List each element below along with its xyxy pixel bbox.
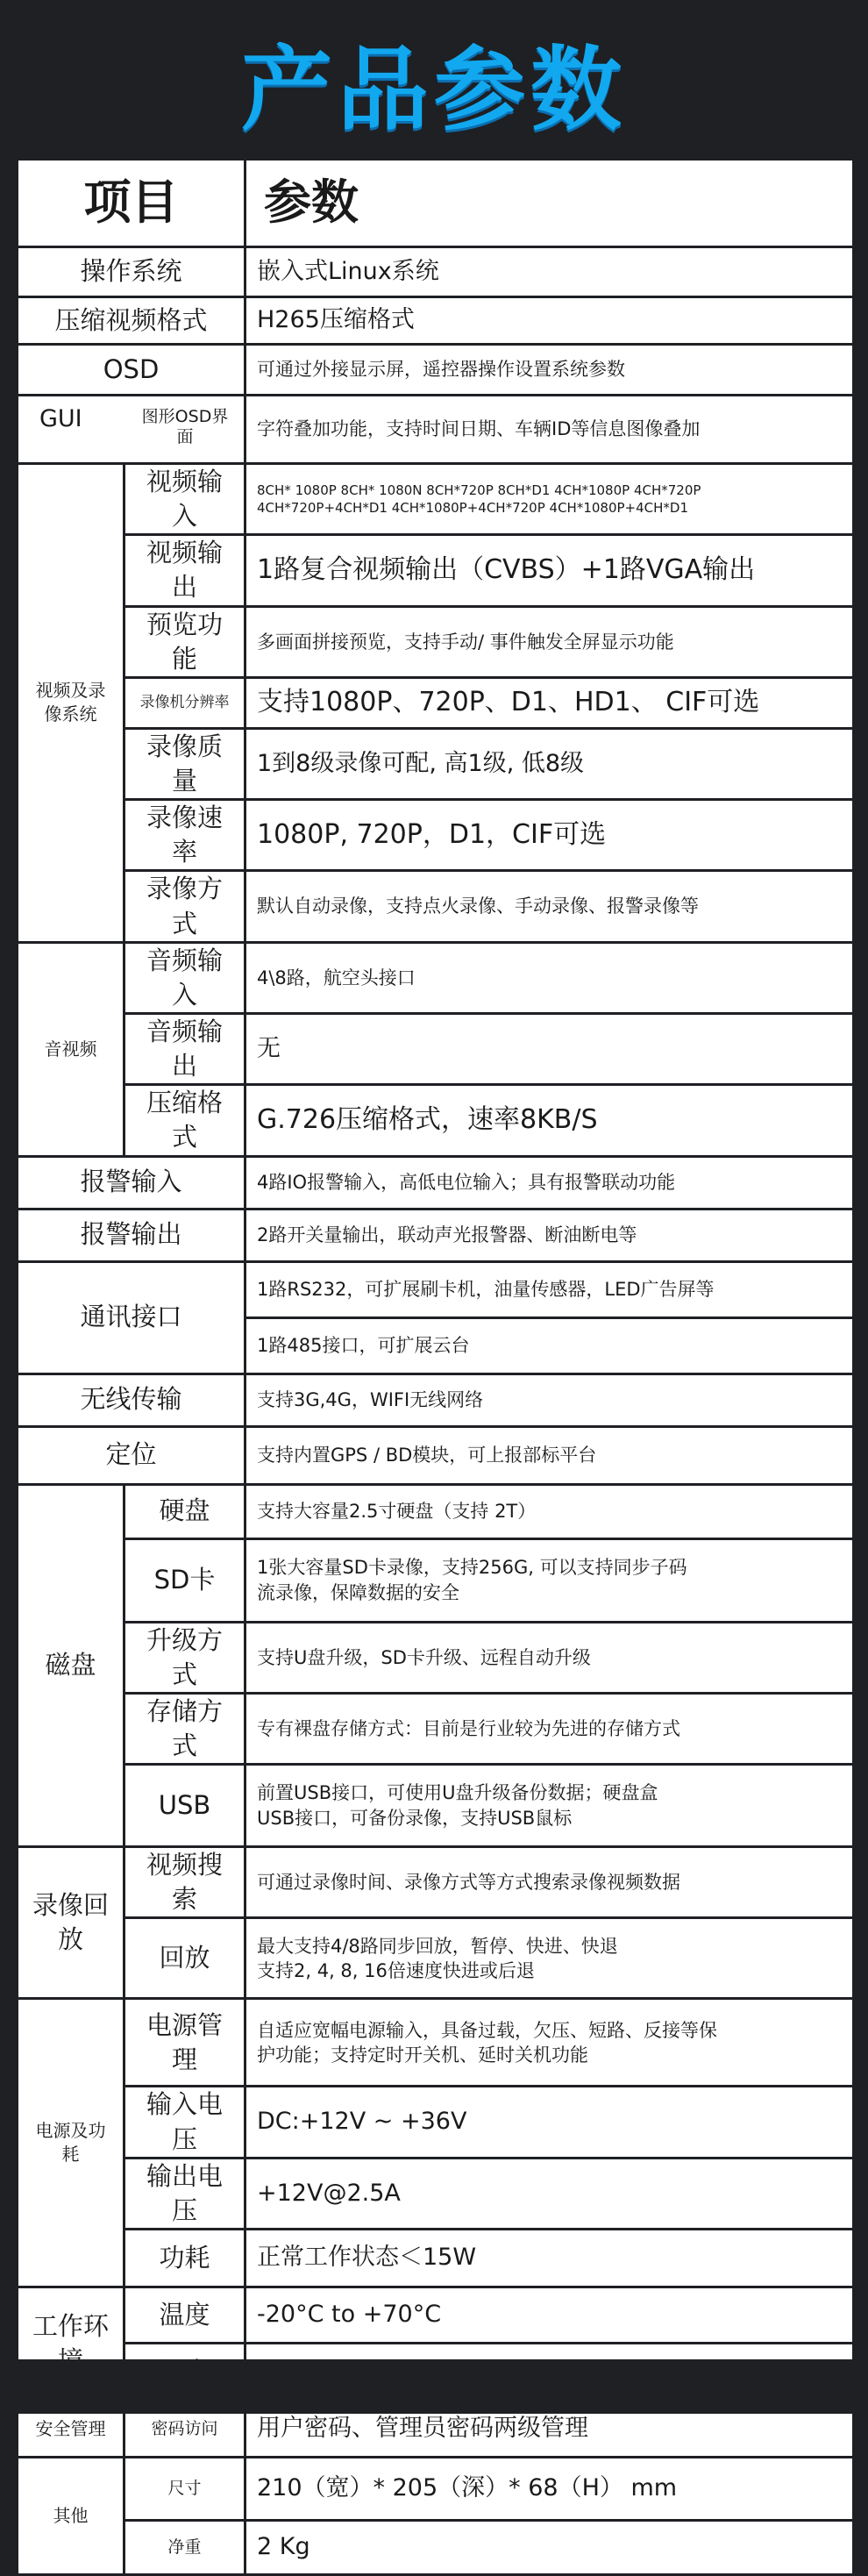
comm-label: 通讯接口 [18,1261,245,1374]
table-row [18,1765,854,1847]
alarm-in-value: 4路IO报警输入，高低电位输入；具有报警联动功能 [245,1156,854,1209]
video-value: 1080P, 720P，D1，CIF可选 [245,800,854,871]
gui-value: 字符叠加功能，支持时间日期、车辆ID等信息图像叠加 [245,396,854,464]
table-row [18,606,854,677]
table-row [18,728,854,799]
video-value: 支持1080P、720P、D1、HD1、 CIF可选 [245,677,854,728]
page-title: 产品参数 [240,35,627,143]
disk-value-line: 前置USB接口，可使用U盘升级备份数据；硬盘盒 [257,1782,658,1804]
power-sub-label: 电源管理 [125,1999,245,2087]
table-row [18,396,854,464]
table-row [18,800,854,871]
disk-sub-label: 升级方式 [125,1622,245,1693]
table-row [18,1085,854,1156]
video-sub-label: 视频输入 [125,464,245,535]
table-row [18,1156,854,1209]
video-category: 视频及录像系统 [18,464,125,943]
disk-sub-label: SD卡 [125,1538,245,1622]
video-value: 多画面拼接预览，支持手动/ 事件触发全屏显示功能 [245,606,854,677]
os-value: 嵌入式Linux系统 [245,247,854,297]
playback-value-line: 支持2, 4, 8, 16倍速度快进或后退 [257,1959,535,1981]
video-input-value [245,464,854,535]
video-sub-label: 录像质量 [125,728,245,799]
audio-sub-label: 压缩格式 [125,1085,245,1156]
video-sub-label: 录像机分辨率 [125,677,245,728]
table-row [18,871,854,942]
gui-label: GUI [39,405,82,432]
table-row [18,1999,854,2087]
header-item: 项目 [18,160,245,247]
playback-value: 可通过录像时间、录像方式等方式搜索录像视频数据 [245,1847,854,1918]
comm-value: 1路485接口，可扩展云台 [245,1317,854,1374]
table-row [18,1209,854,1261]
power-value: 正常工作状态＜15W [245,2229,854,2287]
wireless-label: 无线传输 [18,1374,245,1426]
audio-value: 4\8路，航空头接口 [245,942,854,1013]
power-value: +12V@2.5A [245,2158,854,2229]
audio-value: 无 [245,1013,854,1084]
video-input-line: 4CH*720P+4CH*D1 4CH*1080P+4CH*720P 4CH*1080P+4CH*D1 [257,500,688,517]
video-sub-label: 视频输出 [125,535,245,606]
playback-value [245,1918,854,1999]
osd-label: OSD [18,345,245,396]
gui-cell [18,396,245,464]
table-row [18,942,854,1013]
disk-sub-label: 存储方式 [125,1693,245,1764]
wireless-value: 支持3G,4G，WIFI无线网络 [245,1374,854,1426]
disk-value-line: 流录像，保障数据的安全 [257,1581,459,1603]
table-row [18,1693,854,1764]
table-row [18,1847,854,1918]
disk-value [245,1765,854,1847]
video-sub-label: 预览功能 [125,606,245,677]
gui-sub-label: 图形OSD界面 [141,407,229,446]
video-sub-label: 录像方式 [125,871,245,942]
video-input-line: 8CH* 1080P 8CH* 1080N 8CH*720P 8CH*D1 4CH*1080P 4CH*720P [257,482,701,498]
security-value: 用户密码、管理员密码两级管理 [245,2401,854,2457]
video-value: 1路复合视频输出（CVBS）+1路VGA输出 [245,535,854,606]
disk-value: 支持大容量2.5寸硬盘（支持 2T） [245,1484,854,1538]
table-row [18,1484,854,1538]
disk-category: 磁盘 [18,1484,125,1847]
table-row [18,535,854,606]
comm-value: 1路RS232，可扩展刷卡机，油量传感器，LED广告屏等 [245,1261,854,1317]
disk-sub-label: 硬盘 [125,1484,245,1538]
table-row [18,1622,854,1693]
disk-value [245,1538,854,1622]
disk-value: 支持U盘升级，SD卡升级、远程自动升级 [245,1622,854,1693]
compress-value: H265压缩格式 [245,297,854,345]
title-band [0,0,868,162]
env-category: 工作环 [18,2287,125,2401]
table-row [18,2457,854,2520]
power-category: 电源及功耗 [18,1999,125,2287]
other-category: 其他 [18,2457,125,2574]
power-value [245,1999,854,2087]
disk-value-line: USB接口，可备份录像，支持USB鼠标 [257,1807,573,1829]
os-label: 操作系统 [18,247,245,297]
env-value: -20°C to +70°C [245,2287,854,2343]
power-value-line: 护功能；支持定时开关机、延时关机功能 [257,2044,588,2066]
table-row [18,1013,854,1084]
audio-value: G.726压缩格式，速率8KB/S [245,1085,854,1156]
table-header-row [18,160,854,247]
playback-sub-label: 视频搜索 [125,1847,245,1918]
table-row [18,1918,854,1999]
video-sub-label: 录像速率 [125,800,245,871]
playback-category: 录像回放 [18,1847,125,1999]
header-param: 参数 [245,160,854,247]
env-sub-label: 温度 [125,2287,245,2343]
alarm-out-value: 2路开关量输出，联动声光报警器、断油断电等 [245,1209,854,1261]
table-row [18,1426,854,1484]
video-value: 默认自动录像，支持点火录像、手动录像、报警录像等 [245,871,854,942]
other-value: 2 Kg [245,2520,854,2574]
table-row [18,297,854,345]
alarm-out-label: 报警输出 [18,1209,245,1261]
table-row [18,464,854,535]
table-row [18,2520,854,2574]
disk-value: 专有裸盘存储方式：目前是行业较为先进的存储方式 [245,1693,854,1764]
osd-value: 可通过外接显示屏，遥控器操作设置系统参数 [245,345,854,396]
table-row [18,345,854,396]
security-label: 安全管理 [18,2401,125,2457]
audio-category: 音视频 [18,942,125,1156]
table-row [18,1374,854,1426]
security-sub-label: 密码访问 [125,2401,245,2457]
table-row [18,2287,854,2343]
table-row [18,1538,854,1622]
power-sub-label: 输出电压 [125,2158,245,2229]
other-value: 210（宽）* 205（深）* 68（H） mm [245,2457,854,2520]
table-row [18,2087,854,2158]
power-sub-label: 功耗 [125,2229,245,2287]
table-row [18,677,854,728]
other-sub-label: 尺寸 [125,2457,245,2520]
alarm-in-label: 报警输入 [18,1156,245,1209]
gps-label: 定位 [18,1426,245,1484]
audio-sub-label: 音频输出 [125,1013,245,1084]
other-sub-label: 净重 [125,2520,245,2574]
gps-value: 支持内置GPS / BD模块，可上报部标平台 [245,1426,854,1484]
audio-sub-label: 音频输入 [125,942,245,1013]
table-row [18,247,854,297]
spec-table [16,158,855,2576]
power-value-line: 自适应宽幅电源输入，具备过载，欠压、短路、反接等保 [257,2019,717,2041]
playback-value-line: 最大支持4/8路同步回放，暂停、快进、快退 [257,1935,618,1957]
footer-band [0,2359,868,2414]
table-row [18,1261,854,1317]
compress-label: 压缩视频格式 [18,297,245,345]
power-value: DC:+12V ~ +36V [245,2087,854,2158]
table-row [18,2229,854,2287]
table-row [18,2158,854,2229]
video-value: 1到8级录像可配, 高1级, 低8级 [245,728,854,799]
disk-sub-label: USB [125,1765,245,1847]
playback-sub-label: 回放 [125,1918,245,1999]
disk-value-line: 1张大容量SD卡录像，支持256G, 可以支持同步子码 [257,1557,687,1579]
power-sub-label: 输入电压 [125,2087,245,2158]
